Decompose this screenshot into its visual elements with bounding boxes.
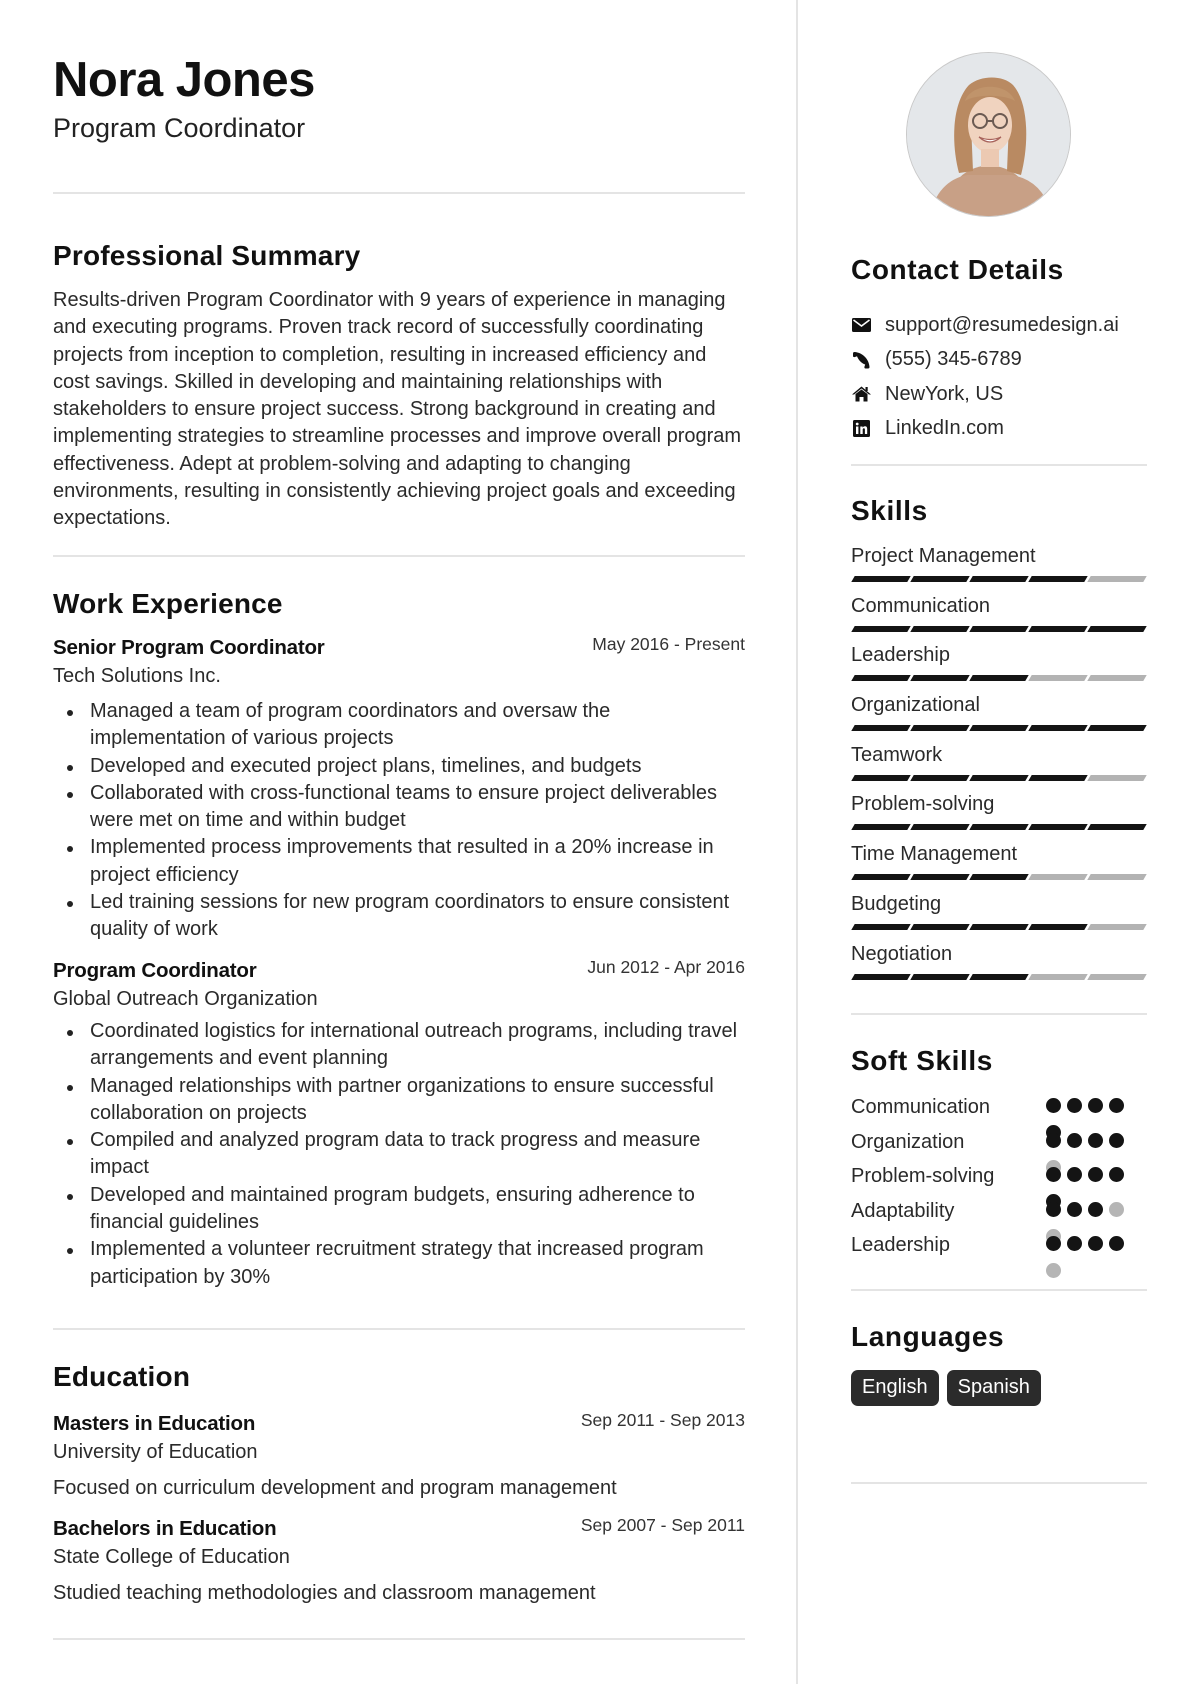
rating-dot-filled [1067, 1202, 1082, 1217]
job-dates: Jun 2012 - Apr 2016 [587, 957, 745, 977]
languages-list [851, 1370, 1041, 1406]
level-segment-empty [1087, 675, 1146, 681]
skills-list [851, 543, 1147, 990]
language-badge: English [851, 1370, 939, 1406]
skill-level-bar [851, 576, 1147, 582]
school-name: State College of Education [53, 1546, 290, 1568]
job-bullets [53, 1018, 745, 1291]
skill-name: Project Management [851, 545, 1036, 567]
level-segment-filled [851, 874, 910, 880]
skill-name: Time Management [851, 843, 1017, 866]
divider [53, 192, 745, 194]
level-segment-empty [1087, 775, 1146, 781]
languages-heading: Languages [851, 1321, 1005, 1352]
soft-skill-item [851, 1232, 1147, 1267]
divider [53, 1328, 745, 1330]
skill-level-bar [851, 675, 1147, 681]
job-bullet: Managed a team of program coordinators and oversaw the implementation of various projects [53, 698, 745, 753]
rating-dot-filled [1046, 1202, 1061, 1217]
level-segment-filled [1087, 725, 1146, 731]
experience-entry [53, 959, 745, 1291]
level-segment-filled [969, 725, 1028, 731]
rating-dot-filled [1088, 1236, 1103, 1251]
rating-dot-filled [1067, 1167, 1082, 1182]
contact-phone[interactable] [851, 343, 1147, 378]
level-segment-filled [1087, 824, 1146, 830]
job-bullet: Implemented process improvements that resulted in a 20% increase in project efficiency [53, 834, 745, 889]
skill-name: Problem-solving [851, 793, 995, 816]
phone-text: (555) 345-6789 [885, 348, 1022, 371]
email-text: support@resumedesign.ai [885, 313, 1119, 336]
level-segment-filled [910, 626, 969, 632]
level-segment-filled [910, 824, 969, 830]
level-segment-filled [1087, 626, 1146, 632]
contact-email[interactable] [851, 308, 1147, 343]
job-bullet: Developed and executed project plans, timelines, and budgets [53, 753, 745, 780]
candidate-name: Nora Jones [53, 53, 315, 107]
candidate-title: Program Coordinator [53, 113, 306, 143]
level-segment-filled [910, 576, 969, 582]
soft-skill-rating [1046, 1133, 1130, 1148]
skill-name: Budgeting [851, 892, 942, 915]
level-segment-filled [969, 675, 1028, 681]
soft-skill-name: Leadership [851, 1234, 950, 1256]
divider [53, 555, 745, 557]
language-badge: Spanish [947, 1370, 1041, 1406]
level-segment-filled [1028, 924, 1087, 930]
soft-skill-name: Communication [851, 1096, 990, 1118]
soft-skills-heading: Soft Skills [851, 1045, 993, 1076]
experience-entry [53, 636, 745, 944]
skill-item [851, 891, 1147, 941]
entry-header [53, 959, 745, 986]
soft-skill-item [851, 1129, 1147, 1164]
level-segment-filled [851, 974, 910, 980]
rating-dot-filled [1067, 1236, 1082, 1251]
level-segment-filled [969, 576, 1028, 582]
skill-item [851, 841, 1147, 891]
level-segment-filled [969, 775, 1028, 781]
rating-dot-filled [1046, 1167, 1061, 1182]
skill-name: Teamwork [851, 743, 943, 766]
linkedin-icon [851, 419, 871, 439]
skill-name: Communication [851, 594, 990, 617]
rating-dot-empty [1109, 1202, 1124, 1217]
level-segment-empty [1087, 924, 1146, 930]
level-segment-filled [851, 675, 910, 681]
skill-item [851, 543, 1147, 593]
level-segment-filled [851, 725, 910, 731]
job-bullet: Led training sessions for new program coordinators to ensure consistent quality of work [53, 889, 745, 944]
avatar-portrait-icon [907, 53, 1071, 217]
summary-heading: Professional Summary [53, 240, 361, 271]
divider [851, 1482, 1147, 1484]
level-segment-filled [969, 824, 1028, 830]
level-segment-filled [851, 626, 910, 632]
education-entry [53, 1412, 745, 1502]
skill-level-bar [851, 775, 1147, 781]
divider [851, 1013, 1147, 1015]
soft-skill-rating [1046, 1098, 1130, 1113]
phone-icon [851, 350, 871, 370]
job-bullets [53, 698, 745, 944]
level-segment-filled [851, 576, 910, 582]
degree-name: Masters in Education [53, 1412, 256, 1435]
rating-dot-filled [1046, 1098, 1061, 1113]
skill-name: Leadership [851, 644, 950, 667]
rating-dot-filled [1088, 1167, 1103, 1182]
job-bullet: Implemented a volunteer recruitment strategy that increased program participation by 30% [53, 1236, 745, 1291]
level-segment-filled [1028, 626, 1087, 632]
contact-heading: Contact Details [851, 254, 1064, 285]
entry-header [53, 1412, 745, 1439]
rating-dot-filled [1067, 1133, 1082, 1148]
level-segment-filled [1028, 576, 1087, 582]
education-description: Studied teaching methodologies and classroom management [53, 1582, 596, 1604]
level-segment-empty [1028, 675, 1087, 681]
column-divider [796, 0, 798, 1684]
job-company: Tech Solutions Inc. [53, 665, 221, 687]
contact-list [851, 308, 1147, 446]
rating-dot-filled [1046, 1133, 1061, 1148]
skill-item [851, 742, 1147, 792]
rating-dot-filled [1109, 1236, 1124, 1251]
skill-level-bar [851, 824, 1147, 830]
level-segment-filled [1028, 775, 1087, 781]
soft-skill-name: Organization [851, 1130, 965, 1153]
job-bullet: Compiled and analyzed program data to track progress and measure impact [53, 1127, 745, 1182]
skill-name: Negotiation [851, 942, 953, 965]
level-segment-filled [1028, 725, 1087, 731]
skill-item [851, 941, 1147, 991]
level-segment-filled [910, 874, 969, 880]
skill-level-bar [851, 626, 1147, 632]
envelope-icon [851, 315, 871, 335]
linkedin-text: LinkedIn.com [885, 417, 1004, 440]
education-dates: Sep 2007 - Sep 2011 [580, 1515, 745, 1535]
soft-skill-name: Problem-solving [851, 1165, 995, 1187]
job-dates: May 2016 - Present [592, 634, 745, 654]
profile-photo [906, 52, 1071, 217]
level-segment-filled [851, 924, 910, 930]
education-entry [53, 1517, 745, 1607]
contact-location [851, 377, 1147, 412]
soft-skill-rating [1046, 1167, 1130, 1182]
soft-skill-rating [1046, 1202, 1130, 1217]
rating-dot-filled [1067, 1098, 1082, 1113]
level-segment-filled [910, 725, 969, 731]
rating-dot-filled [1109, 1098, 1124, 1113]
level-segment-filled [969, 626, 1028, 632]
skills-heading: Skills [851, 495, 928, 526]
skill-name: Organizational [851, 694, 980, 717]
divider [851, 464, 1147, 466]
rating-dot-empty [1046, 1263, 1061, 1278]
school-name: University of Education [53, 1441, 258, 1463]
skill-level-bar [851, 874, 1147, 880]
skill-level-bar [851, 924, 1147, 930]
job-bullet: Managed relationships with partner organizations to ensure successful collaboration on projects [53, 1073, 745, 1128]
level-segment-filled [910, 675, 969, 681]
level-segment-filled [851, 775, 910, 781]
rating-dot-filled [1088, 1133, 1103, 1148]
level-segment-filled [969, 874, 1028, 880]
level-segment-filled [910, 924, 969, 930]
soft-skill-item [851, 1163, 1147, 1198]
soft-skill-item [851, 1094, 1147, 1129]
location-text: NewYork, US [885, 382, 1004, 405]
skill-item [851, 791, 1147, 841]
entry-header [53, 1517, 745, 1544]
entry-header [53, 636, 745, 663]
level-segment-empty [1087, 874, 1146, 880]
level-segment-empty [1028, 874, 1087, 880]
education-dates: Sep 2011 - Sep 2013 [580, 1410, 745, 1430]
level-segment-filled [1028, 824, 1087, 830]
job-role: Senior Program Coordinator [53, 636, 325, 659]
education-description: Focused on curriculum development and program management [53, 1477, 617, 1499]
skill-item [851, 692, 1147, 742]
job-bullet: Coordinated logistics for international outreach programs, including travel arrangements and event planning [53, 1018, 745, 1073]
skill-level-bar [851, 974, 1147, 980]
level-segment-filled [969, 924, 1028, 930]
job-bullet: Collaborated with cross-functional teams to ensure project deliverables were met on time and within budget [53, 780, 745, 835]
summary-text: Results-driven Program Coordinator with 9 years of experience in managing and executing programs. Proven track record of successfully coordinating projects from inception to completion, resulting in increased efficiency and cost savings. Skilled in developing and maintaining relationships with stakeholders to ensure project success. Strong background in creating and implementing strategies to streamline processes and improve overall program effectiveness. Adept at problem-solving and adapting to changing environments, resulting in consistently achieving project goals and exceeding expectations. [53, 289, 742, 530]
experience-heading: Work Experience [53, 588, 283, 619]
job-company: Global Outreach Organization [53, 988, 318, 1010]
skill-level-bar [851, 725, 1147, 731]
contact-linkedin[interactable] [851, 412, 1147, 447]
home-icon [851, 384, 871, 404]
rating-dot-filled [1046, 1236, 1061, 1251]
level-segment-empty [1087, 974, 1146, 980]
level-segment-filled [969, 974, 1028, 980]
level-segment-filled [910, 775, 969, 781]
skill-item [851, 642, 1147, 692]
divider [53, 1638, 745, 1640]
rating-dot-filled [1088, 1098, 1103, 1113]
level-segment-filled [910, 974, 969, 980]
rating-dot-filled [1088, 1202, 1103, 1217]
soft-skill-name: Adaptability [851, 1199, 955, 1222]
job-role: Program Coordinator [53, 959, 257, 982]
degree-name: Bachelors in Education [53, 1517, 277, 1540]
education-heading: Education [53, 1361, 191, 1392]
soft-skills-list [851, 1094, 1147, 1267]
rating-dot-filled [1109, 1167, 1124, 1182]
divider [851, 1289, 1147, 1291]
level-segment-filled [851, 824, 910, 830]
soft-skill-rating [1046, 1236, 1130, 1251]
soft-skill-item [851, 1198, 1147, 1233]
rating-dot-filled [1109, 1133, 1124, 1148]
skill-item [851, 593, 1147, 643]
level-segment-empty [1087, 576, 1146, 582]
job-bullet: Developed and maintained program budgets, ensuring adherence to financial guidelines [53, 1182, 745, 1237]
level-segment-empty [1028, 974, 1087, 980]
